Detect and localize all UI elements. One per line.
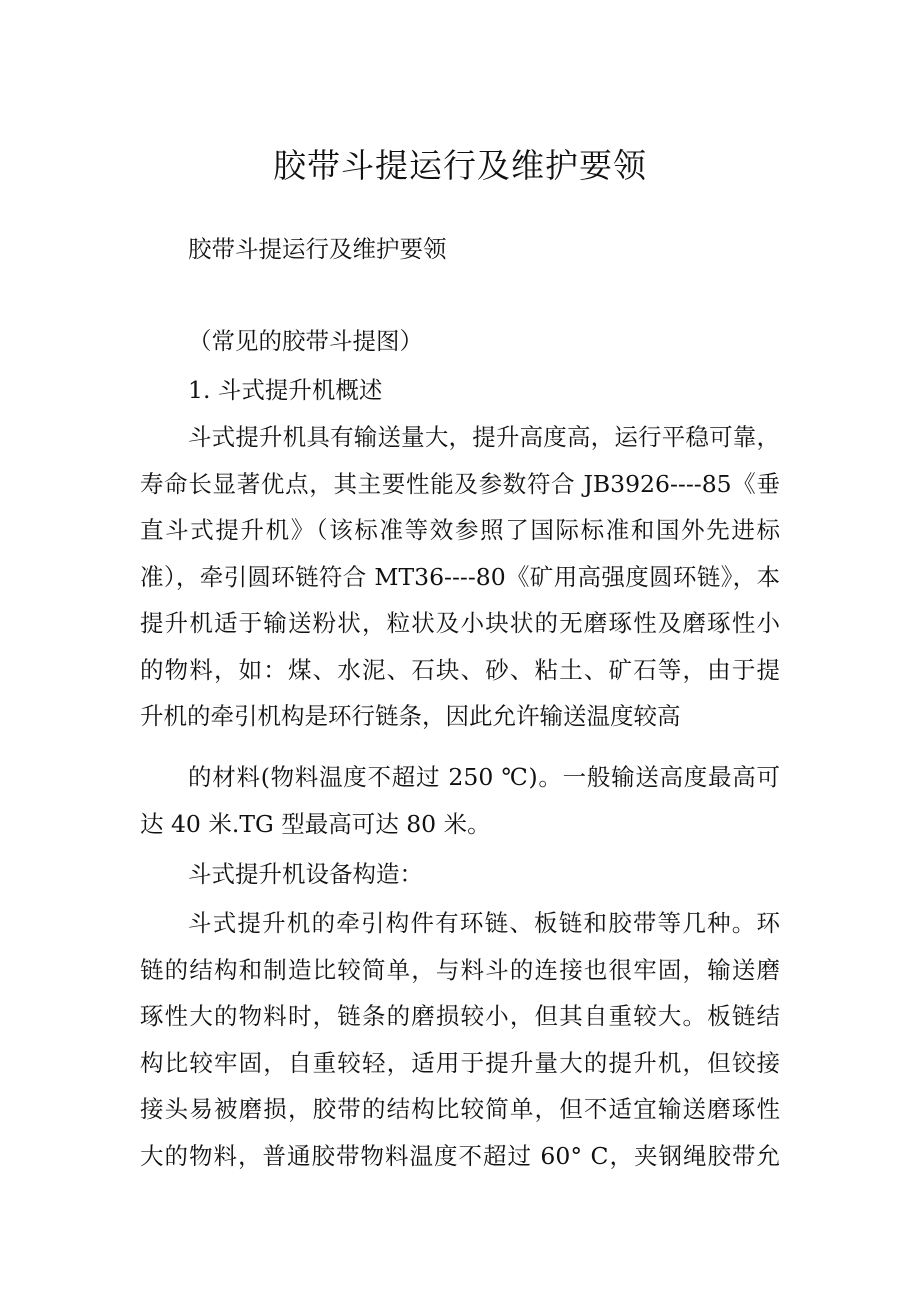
text-line: 构比较牢固，自重较轻，适用于提升量大的提升机，但铰接 — [140, 1048, 780, 1077]
text-line: 达 40 米.TG 型最高可达 80 米。 — [140, 809, 491, 838]
text-line: 准），牵引圆环链符合 MT36----80《矿用高强度圆环链》，本 — [140, 562, 780, 591]
structure-heading-line: 斗式提升机设备构造： — [188, 860, 423, 888]
text-line: 的材料(物料温度不超过 250 ℃)。一般输送高度最高可 — [188, 763, 780, 791]
structure-paragraph — [140, 900, 780, 1179]
text-line: 接头易被磨损，胶带的结构比较简单，但不适宜输送磨琢性 — [140, 1095, 780, 1123]
structure-heading — [140, 851, 780, 898]
text-line: 升机的牵引机构是环行链条，因此允许输送温度较高 — [140, 702, 681, 730]
caption-line: （常见的胶带斗提图） — [188, 327, 423, 355]
text-line: 斗式提升机具有输送量大，提升高度高，运行平稳可靠， — [188, 423, 780, 451]
text-line: 大的物料，普通胶带物料温度不超过 60° C，夹钢绳胶带允 — [140, 1141, 780, 1170]
text-line: 提升机适于输送粉状，粒状及小块状的无磨琢性及磨琢性小 — [140, 609, 780, 637]
text-line: 琢性大的物料时，链条的磨损较小，但其自重较大。板链结 — [140, 1002, 780, 1030]
image-caption — [140, 318, 780, 365]
subtitle-line: 胶带斗提运行及维护要领 — [188, 235, 447, 263]
text-line: 直斗式提升机》（该标准等效参照了国际标准和国外先进标 — [140, 516, 780, 544]
temperature-paragraph — [140, 754, 780, 847]
section-heading-line: 1. 斗式提升机概述 — [188, 376, 383, 404]
document-title: 胶带斗提运行及维护要领 — [273, 146, 647, 185]
text-line: 寿命长显著优点，其主要性能及参数符合 JB3926----85《垂 — [140, 469, 780, 498]
text-line: 斗式提升机的牵引构件有环链、板链和胶带等几种。环 — [188, 909, 780, 937]
text-line: 的物料，如：煤、水泥、石块、砂、粘土、矿石等，由于提 — [140, 655, 780, 684]
section-heading — [140, 367, 780, 414]
text-line: 链的结构和制造比较简单，与料斗的连接也很牢固，输送磨 — [140, 955, 780, 984]
subtitle-paragraph — [140, 226, 780, 273]
overview-paragraph — [140, 414, 780, 740]
